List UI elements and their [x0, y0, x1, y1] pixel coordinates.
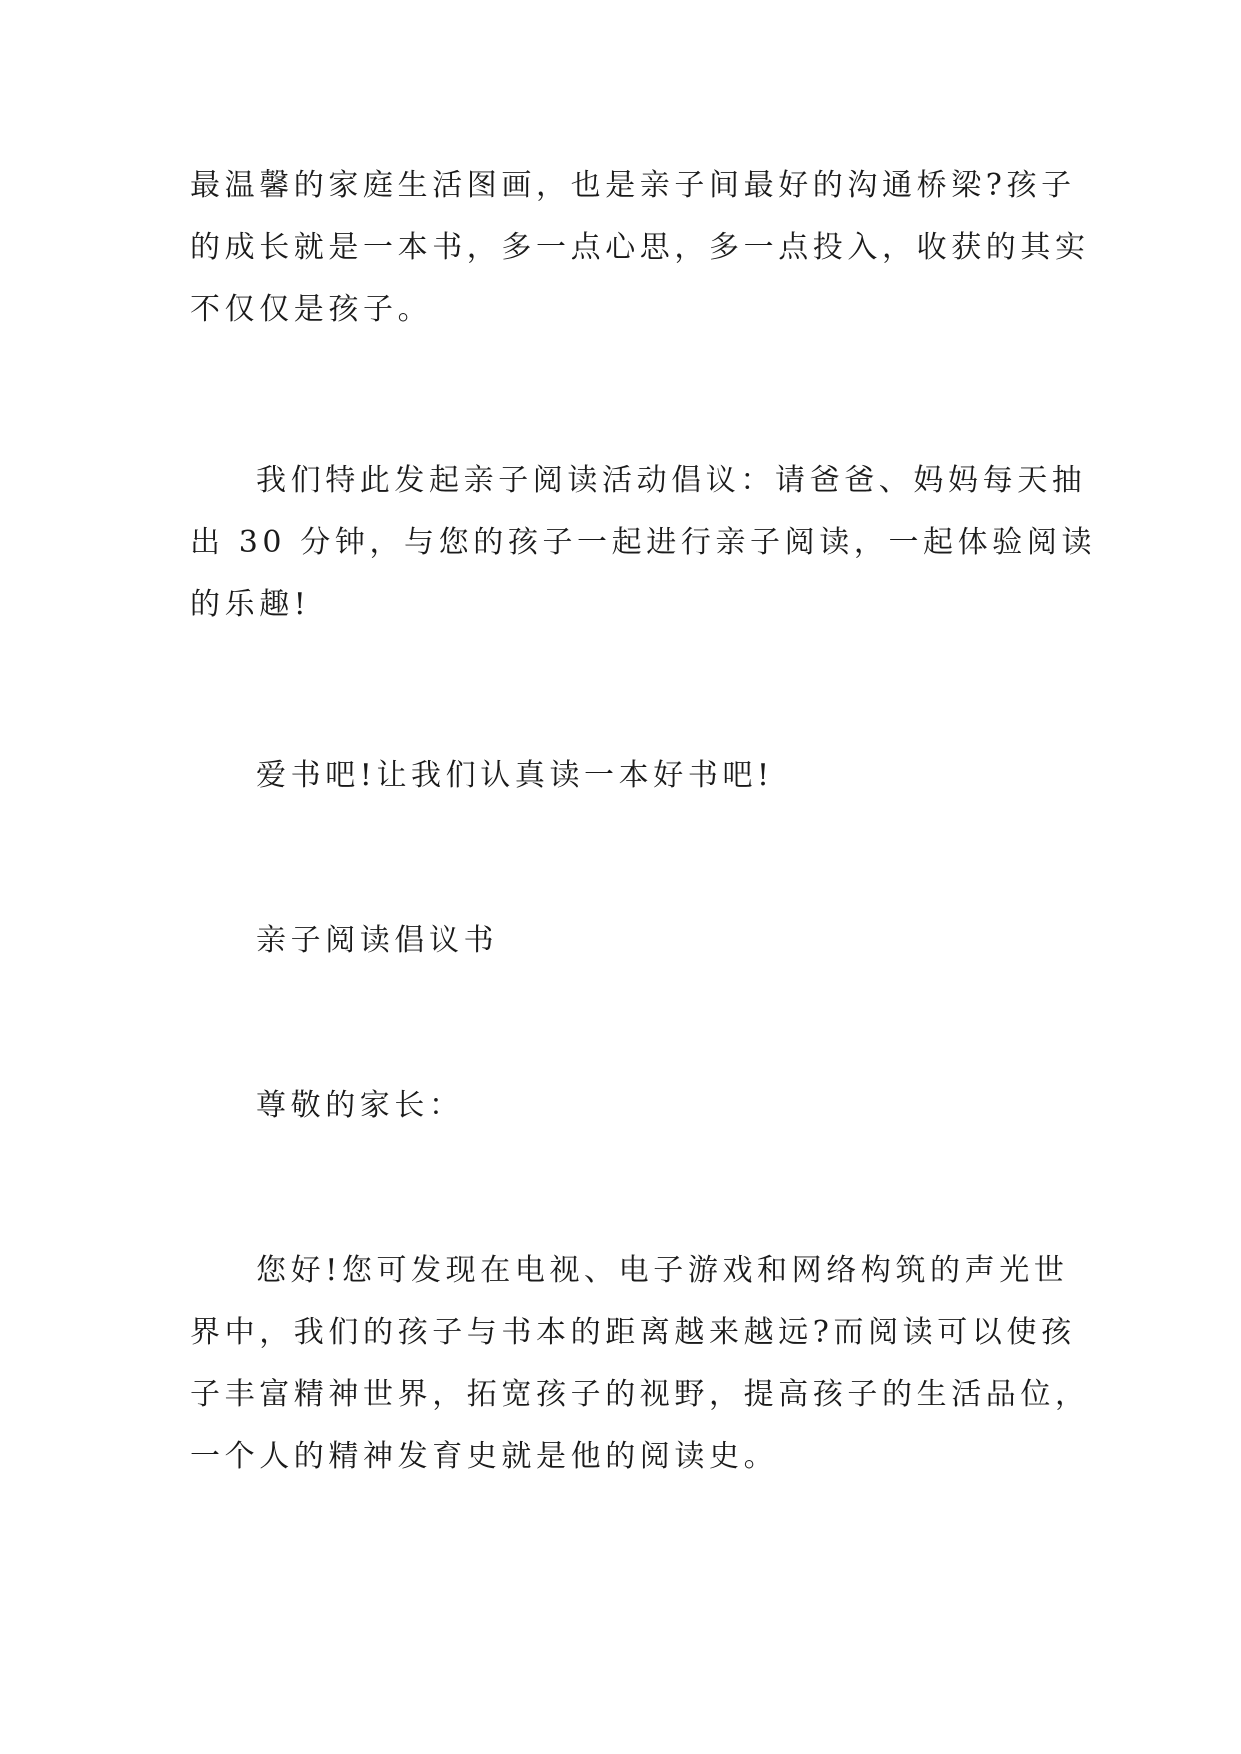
document-title: [190, 910, 1050, 972]
paragraph-greeting: [190, 1240, 1090, 1488]
text-line: 亲子阅读倡议书: [256, 923, 499, 958]
salutation: [190, 1075, 1050, 1137]
text-line: 最温馨的家庭生活图画，也是亲子间最好的沟通桥梁?孩子: [190, 168, 1076, 203]
text-line: 子丰富精神世界，拓宽孩子的视野，提高孩子的生活品位，: [190, 1377, 1090, 1412]
paragraph-love-books: [190, 745, 1050, 807]
text-line: 一个人的精神发育史就是他的阅读史。: [190, 1439, 779, 1474]
text-line: 的成长就是一本书，多一点心思，多一点投入，收获的其实: [190, 230, 1090, 265]
text-line: 尊敬的家长：: [256, 1088, 464, 1123]
paragraph-family-reading-benefits: [190, 155, 1090, 341]
text-line: 爱书吧!让我们认真读一本好书吧!: [256, 758, 774, 793]
text-line: 界中，我们的孩子与书本的距离越来越远?而阅读可以使孩: [190, 1315, 1076, 1350]
paragraph-reading-initiative: [190, 450, 1097, 636]
text-line: 不仅仅是孩子。: [190, 292, 433, 327]
text-line: 的乐趣!: [190, 587, 311, 622]
text-line: 我们特此发起亲子阅读活动倡议：请爸爸、妈妈每天抽: [256, 463, 1087, 498]
text-line: 出 30 分钟，与您的孩子一起进行亲子阅读，一起体验阅读: [190, 525, 1097, 560]
text-line: 您好!您可发现在电视、电子游戏和网络构筑的声光世: [256, 1253, 1069, 1288]
